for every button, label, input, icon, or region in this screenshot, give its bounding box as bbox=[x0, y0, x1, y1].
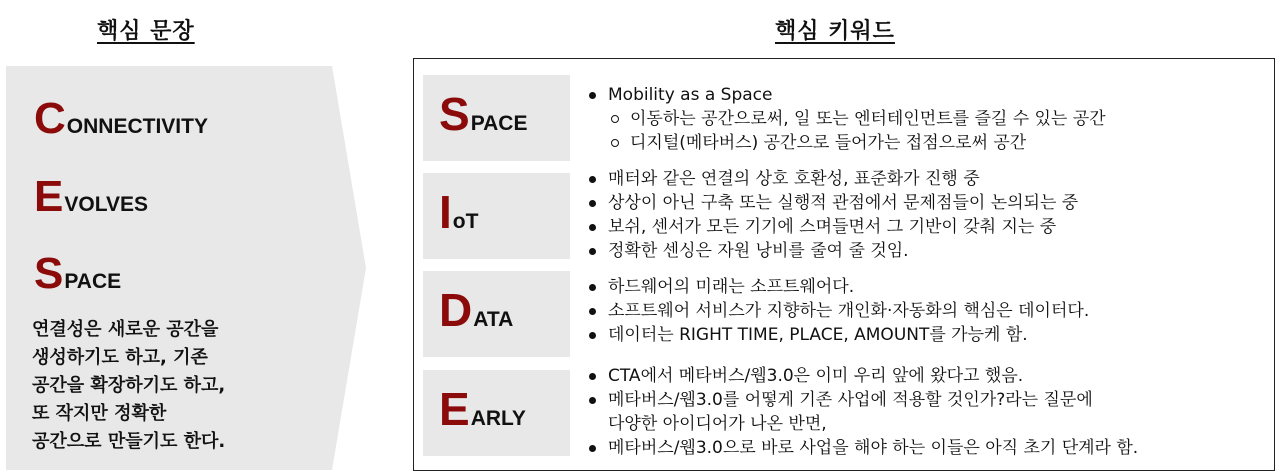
ces-initial: S bbox=[34, 249, 64, 298]
ces-description bbox=[32, 316, 292, 456]
list-item: 데이터는 RIGHT TIME, PLACE, AMOUNT를 가능케 함. bbox=[586, 323, 1089, 347]
keyword-label-early bbox=[423, 370, 570, 456]
keyword-initial: I bbox=[439, 186, 452, 238]
ces-initial: E bbox=[34, 172, 64, 221]
list-item: 정확한 센싱은 자원 낭비를 줄여 줄 것임. bbox=[586, 239, 1078, 263]
ces-rest: ONNECTIVITY bbox=[66, 115, 208, 138]
list-item: 상상이 아닌 구축 또는 실행적 관점에서 문제점들이 논의되는 중 bbox=[586, 191, 1078, 215]
keyword-word bbox=[439, 87, 527, 141]
keyword-word bbox=[439, 185, 478, 239]
list-item: 메타버스/웹3.0으로 바로 사업을 해야 하는 이들은 아직 초기 단계라 함. bbox=[586, 436, 1138, 460]
ces-description-line: 연결성은 새로운 공간을 bbox=[32, 319, 219, 340]
list-item: 소프트웨어 서비스가 지향하는 개인화·자동화의 핵심은 데이터다. bbox=[586, 299, 1089, 323]
keyword-rest: ARLY bbox=[470, 407, 526, 430]
ces-description-line: 공간을 확장하기도 하고, bbox=[32, 375, 226, 396]
list-item: Mobility as a Space bbox=[586, 83, 1106, 107]
list-item: 매터와 같은 연결의 상호 호환성, 표준화가 진행 중 bbox=[586, 167, 1078, 191]
keyword-list-data bbox=[586, 275, 1089, 347]
list-item-continuation: 다양한 아이디어가 나온 반면, bbox=[608, 414, 827, 434]
core-sentence-panel bbox=[6, 66, 302, 470]
keyword-label-data bbox=[423, 271, 570, 357]
ces-description-line: 또 작지만 정확한 bbox=[32, 403, 167, 424]
ces-rest: PACE bbox=[64, 270, 122, 293]
ces-description-line: 생성하기도 하고, 기존 bbox=[32, 347, 208, 368]
ces-word-space bbox=[34, 249, 121, 299]
keyword-rest: oT bbox=[452, 210, 479, 233]
list-item: 메타버스/웹3.0를 어떻게 기존 사업에 적용할 것인가?라는 질문에 bbox=[586, 388, 1138, 412]
core-keyword-heading: 핵심 키워드 bbox=[775, 19, 895, 44]
keyword-label-space bbox=[423, 75, 570, 161]
ces-description-line: 공간으로 만들기도 한다. bbox=[32, 431, 226, 452]
keyword-box bbox=[413, 58, 1275, 471]
keyword-rest: PACE bbox=[470, 112, 528, 135]
keyword-initial: D bbox=[439, 284, 473, 336]
keyword-label-iot bbox=[423, 173, 570, 259]
keyword-list-early bbox=[586, 364, 1138, 460]
keyword-initial: E bbox=[439, 383, 470, 435]
sub-list-item: 이동하는 공간으로써, 일 또는 엔터테인먼트를 즐길 수 있는 공간 bbox=[586, 107, 1106, 131]
keyword-list-space bbox=[586, 83, 1106, 155]
ces-word-evolves bbox=[34, 172, 148, 222]
ces-rest: VOLVES bbox=[64, 193, 148, 216]
keyword-list-iot bbox=[586, 167, 1078, 263]
keyword-word bbox=[439, 382, 526, 436]
keyword-rest: ATA bbox=[473, 308, 514, 331]
list-item: CTA에서 메타버스/웹3.0은 이미 우리 앞에 왔다고 했음. bbox=[586, 364, 1138, 388]
list-item: 보쉬, 센서가 모든 기기에 스며들면서 그 기반이 갖춰 지는 중 bbox=[586, 215, 1078, 239]
chevron-arrow-shape bbox=[302, 66, 368, 470]
keyword-initial: S bbox=[439, 88, 470, 140]
keyword-word bbox=[439, 283, 513, 337]
ces-initial: C bbox=[34, 94, 66, 143]
sub-list-item: 디지털(메타버스) 공간으로 들어가는 접점으로써 공간 bbox=[586, 131, 1106, 155]
ces-word-connectivity bbox=[34, 94, 208, 144]
list-item: 하드웨어의 미래는 소프트웨어다. bbox=[586, 275, 1089, 299]
core-sentence-heading: 핵심 문장 bbox=[97, 19, 195, 44]
